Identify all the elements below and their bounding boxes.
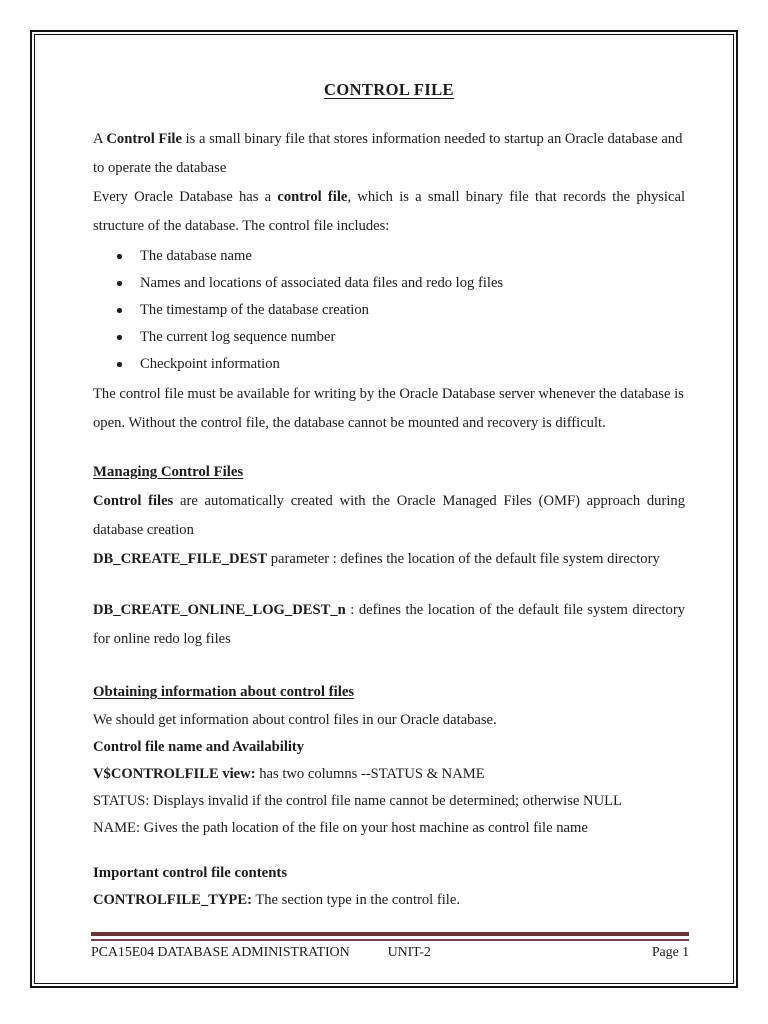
section-managing-control-files xyxy=(93,458,685,654)
bullet-item xyxy=(117,297,685,324)
page-border xyxy=(34,34,734,984)
page-footer xyxy=(91,932,689,961)
intro-p1-pre: A xyxy=(93,131,107,147)
intro-paragraph-2 xyxy=(93,183,685,241)
bullet-item-text: Names and locations of associated data files and redo log files xyxy=(140,275,504,291)
managing-paragraph-omf xyxy=(93,487,685,545)
footer-unit: UNIT-2 xyxy=(387,945,431,960)
footer-left-group xyxy=(91,945,431,961)
bullet-item xyxy=(117,351,685,378)
managing-p1-term: Control files xyxy=(93,493,174,509)
managing-p2-rest: parameter : defines the location of the default file system directory xyxy=(267,551,660,567)
bullet-icon xyxy=(117,281,122,286)
section-important-contents xyxy=(93,860,685,914)
intro-p2-term: control file xyxy=(277,189,348,205)
bullet-item-text: The timestamp of the database creation xyxy=(140,302,369,318)
bullet-item-text: The current log sequence number xyxy=(140,329,336,345)
status-paragraph: STATUS: Displays invalid if the control file name cannot be determined; otherwise NULL xyxy=(93,793,622,809)
controlfile-type-rest: The section type in the control file. xyxy=(251,892,460,908)
section-heading: Important control file contents xyxy=(93,865,288,881)
subheading-control-file-name: Control file name and Availability xyxy=(93,739,305,755)
control-file-availability-paragraph: The control file must be available for writing by the Oracle Database server whenever the database is open. Without the control file, the database cannot be mounted and recovery is difficult. xyxy=(93,386,684,431)
bullet-icon xyxy=(117,335,122,340)
intro-p2-pre: Every Oracle Database has a xyxy=(93,189,278,205)
managing-p1-rest: are automatically created with the Oracle Managed Files (OMF) approach during database creation xyxy=(93,493,685,538)
managing-paragraph-file-dest xyxy=(93,545,685,574)
intro-p2-rest: , which is a small binary file that records the physical structure of the database. The control file includes: xyxy=(93,189,685,234)
intro-p1-rest: is a small binary file that stores information needed to startup an Oracle database and to operate the database xyxy=(93,131,683,176)
bullet-icon xyxy=(117,254,122,259)
controlfile-type-paragraph xyxy=(93,887,685,914)
footer-course-code: PCA15E04 DATABASE ADMINISTRATION xyxy=(91,945,350,960)
intro-p1-term: Control File xyxy=(106,131,182,147)
controlfile-type-term: CONTROLFILE_TYPE: xyxy=(93,892,252,908)
footer-page-number: Page 1 xyxy=(651,945,689,960)
bullet-item-text: Checkpoint information xyxy=(140,356,280,372)
vcontrolfile-term: V$CONTROLFILE view: xyxy=(93,766,256,782)
vcontrolfile-rest: has two columns --STATUS & NAME xyxy=(255,766,485,782)
document-page xyxy=(30,30,738,988)
bullet-item xyxy=(117,270,685,297)
db-create-file-dest-term: DB_CREATE_FILE_DEST xyxy=(93,551,268,567)
section-heading: Obtaining information about control files xyxy=(93,684,355,700)
bullet-item xyxy=(117,324,685,351)
section-heading: Managing Control Files xyxy=(93,464,244,480)
managing-paragraph-online-log-dest xyxy=(93,596,685,654)
db-create-online-log-dest-term: DB_CREATE_ONLINE_LOG_DEST_n xyxy=(93,602,346,618)
bullet-icon xyxy=(117,362,122,367)
bullet-item-text: The database name xyxy=(140,248,252,264)
bullet-item xyxy=(117,243,685,270)
managing-p3-rest: : defines the location of the default file system directory for online redo log files xyxy=(93,602,685,647)
intro-paragraph-1 xyxy=(93,125,685,183)
page-title: CONTROL FILE xyxy=(324,80,454,99)
footer-text-row xyxy=(91,941,689,961)
footer-rule xyxy=(91,932,689,941)
bullet-list xyxy=(93,243,685,378)
obtaining-paragraph-1: We should get information about control files in our Oracle database. xyxy=(93,712,497,728)
bullet-icon xyxy=(117,308,122,313)
vcontrolfile-paragraph xyxy=(93,761,685,788)
section-obtaining-information xyxy=(93,678,685,842)
name-paragraph: NAME: Gives the path location of the file on your host machine as control file name xyxy=(93,820,588,836)
